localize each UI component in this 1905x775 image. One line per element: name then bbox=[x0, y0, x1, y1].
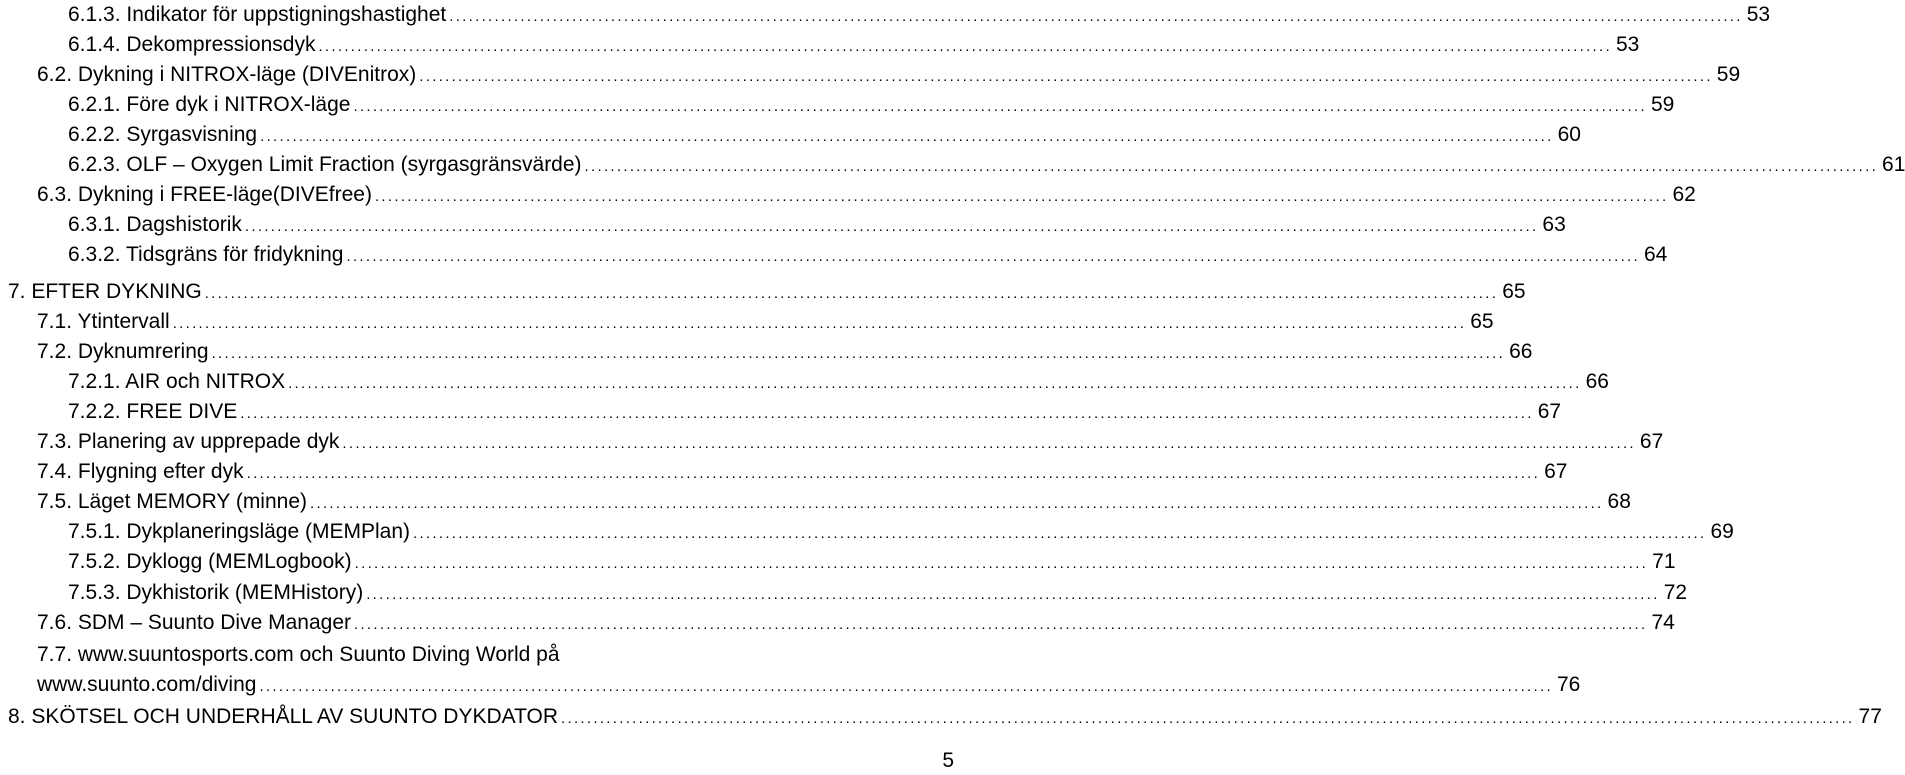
toc-entry-page: 67 bbox=[1544, 460, 1568, 483]
toc-entry-title: 7.1. Ytintervall bbox=[37, 310, 170, 333]
toc-entry[interactable] bbox=[0, 277, 1526, 307]
toc-leader-dots: ........................................................................................................................................................................................................ bbox=[172, 315, 1467, 332]
toc-entry-title: 6.1.3. Indikator för uppstigningshastighet bbox=[68, 3, 447, 26]
toc-entry-title: 7.3. Planering av upprepade dyk bbox=[37, 430, 340, 453]
toc-leader-dots: ........................................................................................................................................................................................................ bbox=[354, 555, 1649, 572]
toc-entry-page: 61 bbox=[1882, 153, 1905, 176]
toc-entry-continuation[interactable] bbox=[0, 670, 1581, 700]
toc-entry-page: 63 bbox=[1542, 213, 1566, 236]
toc-entry-page: 66 bbox=[1509, 340, 1533, 363]
toc-entry-title: 6.2.2. Syrgasvisning bbox=[68, 123, 258, 146]
toc-entry-page: 76 bbox=[1556, 673, 1581, 696]
toc-entry[interactable] bbox=[0, 487, 1631, 517]
toc-leader-dots: ........................................................................................................................................................................................................ bbox=[584, 158, 1879, 175]
toc-entry-title: 6.2.1. Före dyk i NITROX-läge bbox=[68, 93, 351, 116]
toc-leader-dots: ........................................................................................................................................................................................................ bbox=[211, 345, 1506, 362]
toc-entry[interactable] bbox=[0, 367, 1609, 397]
toc-entry[interactable] bbox=[0, 30, 1640, 60]
toc-entry[interactable] bbox=[0, 517, 1734, 547]
toc-entry-page: 74 bbox=[1651, 611, 1675, 634]
toc-entry[interactable] bbox=[0, 307, 1494, 337]
toc-entry-page: 71 bbox=[1652, 550, 1676, 573]
toc-leader-dots: ........................................................................................................................................................................................................ bbox=[354, 616, 1648, 633]
toc-entry-title: 8. SKÖTSEL OCH UNDERHÅLL AV SUUNTO DYKDATOR bbox=[8, 705, 559, 728]
toc-entry[interactable] bbox=[0, 640, 960, 670]
toc-entry-title: 7.5.3. Dykhistorik (MEMHistory) bbox=[68, 581, 364, 604]
toc-entry[interactable] bbox=[0, 0, 1771, 30]
toc-entry-page: 60 bbox=[1557, 123, 1581, 146]
toc-entry-page: 67 bbox=[1537, 400, 1562, 423]
toc-leader-dots: ........................................................................................................................................................................................................ bbox=[419, 68, 1713, 85]
toc-entry-title: 7.5. Läget MEMORY (minne) bbox=[37, 490, 308, 513]
toc-entry[interactable] bbox=[0, 608, 1675, 638]
toc-leader-dots: ........................................................................................................................................................................................................ bbox=[240, 405, 1534, 422]
toc-leader-dots: ........................................................................................................................................................................................................ bbox=[342, 435, 1636, 452]
toc-entry[interactable] bbox=[0, 90, 1675, 120]
toc-entry-page: 59 bbox=[1650, 93, 1675, 116]
toc-entry-title: 6.3.2. Tidsgräns för fridykning bbox=[68, 243, 344, 266]
toc-leader-dots: ........................................................................................................................................................................................................ bbox=[260, 128, 1554, 145]
toc-leader-dots: ........................................................................................................................................................................................................ bbox=[374, 188, 1669, 205]
toc-entry-page: 65 bbox=[1470, 310, 1494, 333]
toc-entry[interactable] bbox=[0, 547, 1676, 577]
toc-leader-dots: ........................................................................................................................................................................................................ bbox=[310, 495, 1604, 512]
toc-entry[interactable] bbox=[0, 578, 1688, 608]
toc-entry-title: 7.6. SDM – Suunto Dive Manager bbox=[37, 611, 351, 634]
toc-entry-page: 66 bbox=[1585, 370, 1609, 393]
toc-entry-page: 65 bbox=[1502, 280, 1526, 303]
toc-entry-page: 77 bbox=[1858, 705, 1882, 728]
toc-entry-page: 62 bbox=[1672, 183, 1696, 206]
toc-entry-title: 7. EFTER DYKNING bbox=[8, 280, 202, 303]
toc-leader-dots: ........................................................................................................................................................................................................ bbox=[288, 375, 1582, 392]
toc-entry[interactable] bbox=[0, 120, 1581, 150]
toc-entry-page: 53 bbox=[1615, 33, 1640, 56]
toc-entry-page: 59 bbox=[1716, 63, 1741, 86]
toc-entry[interactable] bbox=[0, 427, 1664, 457]
toc-entry-page: 72 bbox=[1663, 581, 1688, 604]
toc-leader-dots: ........................................................................................................................................................................................................ bbox=[413, 525, 1707, 542]
toc-entry[interactable] bbox=[0, 210, 1566, 240]
toc-entry[interactable] bbox=[0, 397, 1562, 427]
toc-leader-dots: ........................................................................................................................................................................................................ bbox=[204, 285, 1499, 302]
toc-leader-dots: ........................................................................................................................................................................................................ bbox=[353, 98, 1647, 115]
toc-leader-dots: ........................................................................................................................................................................................................ bbox=[259, 678, 1553, 695]
toc-entry[interactable] bbox=[0, 337, 1533, 367]
toc-entry-title: 7.5.1. Dykplaneringsläge (MEMPlan) bbox=[68, 520, 410, 543]
toc-entry[interactable] bbox=[0, 60, 1741, 90]
toc-entry-page: 68 bbox=[1607, 490, 1631, 513]
toc-leader-dots: ........................................................................................................................................................................................................ bbox=[318, 38, 1612, 55]
toc-entry[interactable] bbox=[0, 150, 1905, 180]
toc-entry-page: 67 bbox=[1639, 430, 1664, 453]
toc-entry-title: 7.2. Dyknumrering bbox=[37, 340, 209, 363]
toc-entry-page: 64 bbox=[1643, 243, 1668, 266]
toc-leader-dots: ........................................................................................................................................................................................................ bbox=[244, 218, 1539, 235]
toc-leader-dots: ........................................................................................................................................................................................................ bbox=[246, 465, 1541, 482]
toc-leader-dots: ........................................................................................................................................................................................................ bbox=[366, 586, 1660, 603]
toc-entry-title: 6.1.4. Dekompressionsdyk bbox=[68, 33, 316, 56]
toc-entry-title: 7.4. Flygning efter dyk bbox=[37, 460, 244, 483]
toc-entry[interactable] bbox=[0, 180, 1696, 210]
toc-entry-title: 6.2.3. OLF – Oxygen Limit Fraction (syrgasgränsvärde) bbox=[68, 153, 582, 176]
toc-entry-title: 6.2. Dykning i NITROX-läge (DIVEnitrox) bbox=[37, 63, 417, 86]
toc-entry-title: 7.5.2. Dyklogg (MEMLogbook) bbox=[68, 550, 352, 573]
toc-entry[interactable] bbox=[0, 457, 1568, 487]
toc-leader-dots: ........................................................................................................................................................................................................ bbox=[561, 710, 1855, 727]
toc-leader-dots: ........................................................................................................................................................................................................ bbox=[449, 8, 1743, 25]
toc-entry[interactable] bbox=[0, 240, 1668, 270]
toc-entry[interactable] bbox=[0, 702, 1882, 732]
toc-entry-title-continuation: www.suunto.com/diving bbox=[37, 673, 257, 696]
toc-leader-dots: ........................................................................................................................................................................................................ bbox=[346, 248, 1640, 265]
toc-entry-title: 6.3.1. Dagshistorik bbox=[68, 213, 242, 236]
toc-entry-title: 7.7. www.suuntosports.com och Suunto Diving World på bbox=[37, 643, 560, 666]
toc-entry-title: 7.2.2. FREE DIVE bbox=[68, 400, 238, 423]
toc-entry-page: 53 bbox=[1746, 3, 1771, 26]
toc-entry-title: 6.3. Dykning i FREE-läge(DIVEfree) bbox=[37, 183, 372, 206]
toc-entry-page: 69 bbox=[1710, 520, 1734, 543]
page-number: 5 bbox=[942, 749, 954, 772]
toc-entry-title: 7.2.1. AIR och NITROX bbox=[68, 370, 286, 393]
